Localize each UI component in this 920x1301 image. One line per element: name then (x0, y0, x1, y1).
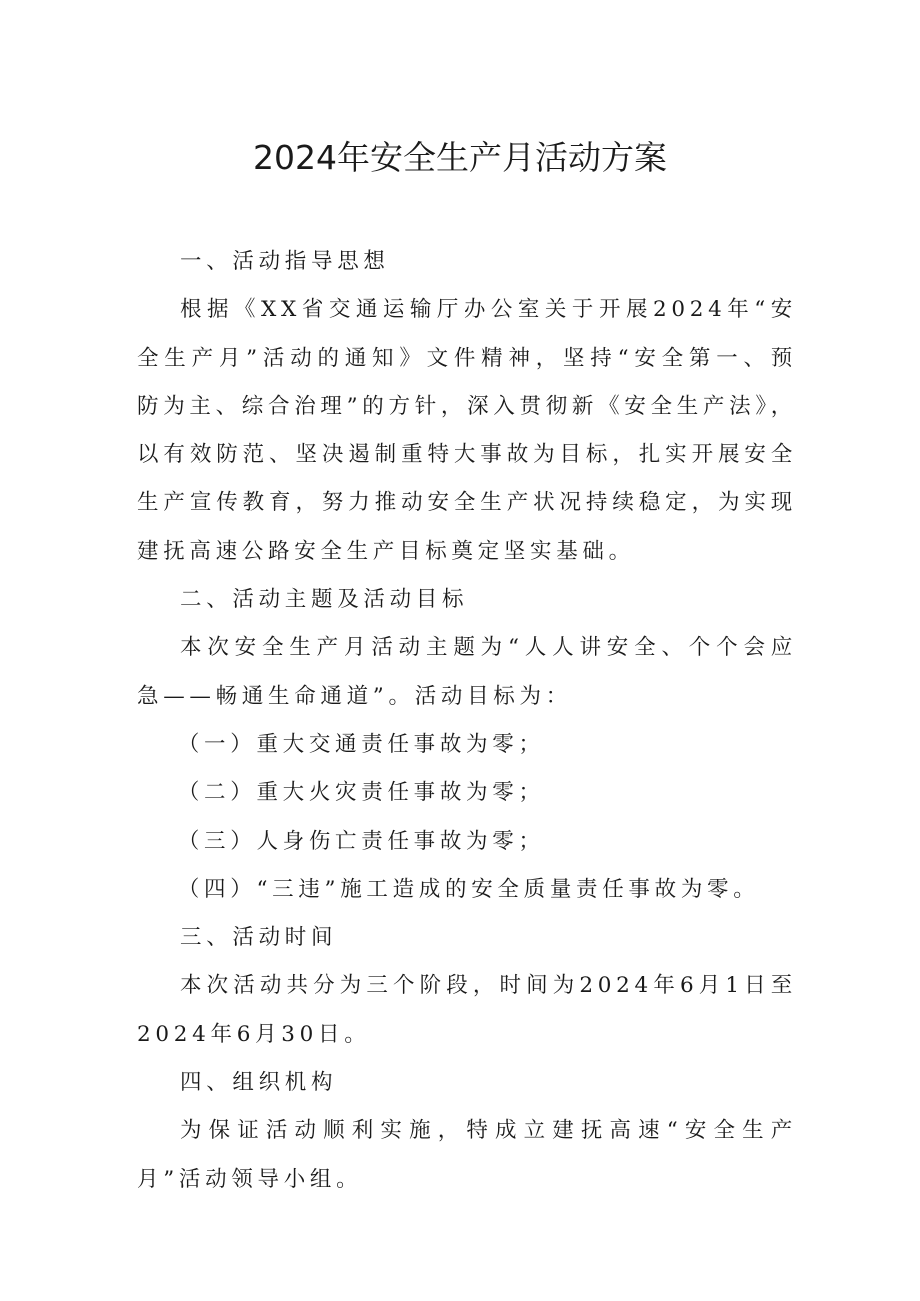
section-heading-activity-time: 三、活动时间 (180, 925, 338, 951)
document-title: 2024年安全生产月活动方案 (253, 138, 667, 177)
document-body (137, 238, 797, 1204)
paragraph-organization: 为保证活动顺利实施，特成立建抚高速“安全生产月”活动领导小组。 (137, 1118, 797, 1192)
paragraph-activity-time: 本次活动共分为三个阶段，时间为2024年6月1日至2024年6月30日。 (137, 973, 797, 1047)
goal-item-fire-accidents: （二）重大火灾责任事故为零； (177, 780, 545, 806)
goal-item-casualty-accidents: （三）人身伤亡责任事故为零； (177, 828, 545, 854)
paragraph-theme: 本次安全生产月活动主题为“人人讲安全、个个会应急——畅通生命通道”。活动目标为： (137, 635, 797, 709)
section-heading-organization: 四、组织机构 (180, 1070, 338, 1096)
section-heading-guiding-ideology: 一、活动指导思想 (180, 249, 390, 274)
goal-item-three-violations: （四）“三违”施工造成的安全质量责任事故为零。 (177, 876, 760, 902)
goal-item-traffic-accidents: （一）重大交通责任事故为零； (177, 731, 545, 757)
paragraph-guiding-ideology: 根据《XX省交通运输厅办公室关于开展2024年“安全生产月”活动的通知》文件精神，坚持“安全第一、预防为主、综合治理”的方针，深入贯彻新《安全生产法》，以有效防范、坚决遏制重特大事故为目标，扎实开展安全生产宣传教育，努力推动安全生产状况持续稳定，为实现建抚高速公路安全生产目标奠定坚实基础。 (137, 297, 797, 564)
section-heading-theme-and-goals: 二、活动主题及活动目标 (180, 587, 469, 613)
